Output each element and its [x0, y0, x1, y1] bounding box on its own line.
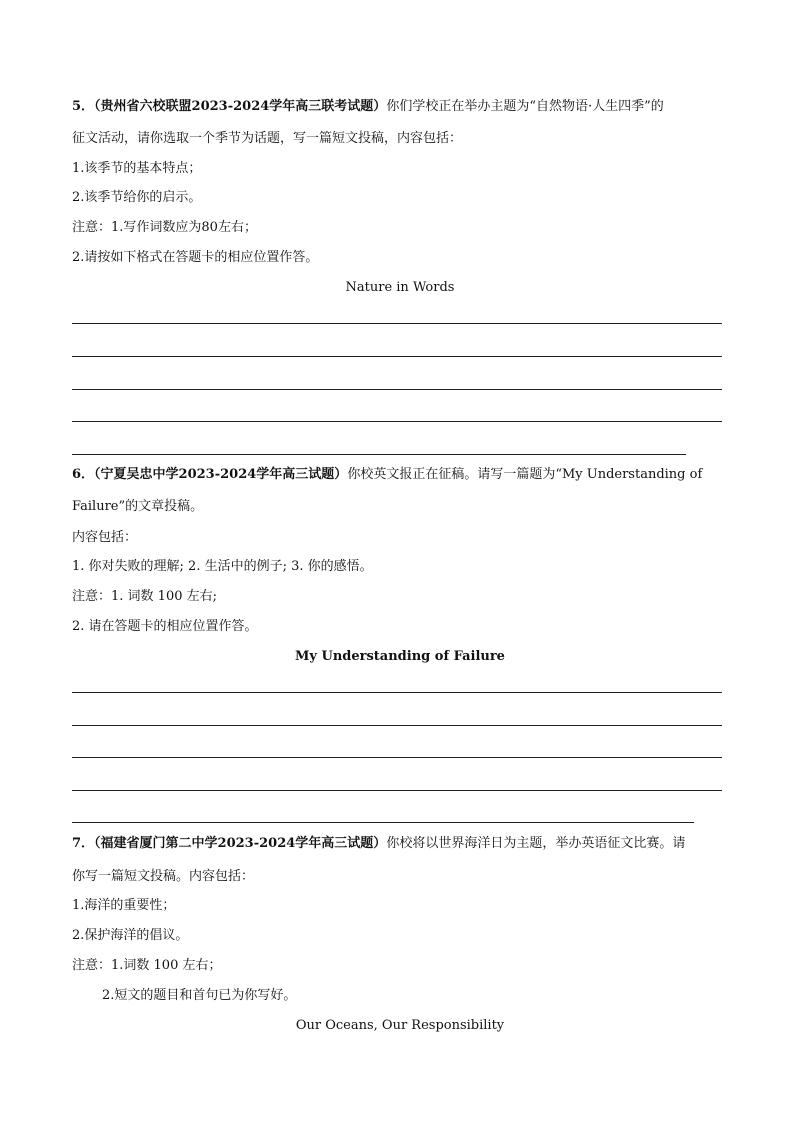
q5-essay-title: Nature in Words	[345, 280, 455, 295]
q7-number: 7．	[72, 836, 95, 851]
q5-point-2: 2.该季节给你的启示。	[72, 190, 202, 205]
q6-header	[72, 466, 702, 484]
q5-answer-line-5[interactable]	[72, 454, 686, 455]
q5-answer-line-3[interactable]	[72, 389, 722, 390]
q5-source: （贵州省六校联盟2023-2024学年高三联考试题）	[94, 99, 387, 114]
q7-note-2: 2.短文的题目和首句已为你写好。	[102, 988, 297, 1003]
q6-note-2: 2. 请在答题卡的相应位置作答。	[72, 619, 258, 634]
q6-answer-line-3[interactable]	[72, 757, 722, 758]
q6-answer-line-4[interactable]	[72, 790, 722, 791]
q5-header	[72, 98, 664, 116]
q5-note-2: 2.请按如下格式在答题卡的相应位置作答。	[72, 250, 319, 265]
q7-header	[72, 835, 685, 853]
q5-number: 5．	[72, 99, 95, 114]
q7-source: （福建省厦门第二中学2023-2024学年高三试题）	[94, 836, 387, 851]
q6-note-1: 注意：1. 词数 100 左右;	[72, 589, 217, 604]
q5-answer-line-4[interactable]	[72, 421, 722, 422]
q5-note-1: 注意：1.写作词数应为80左右；	[72, 220, 257, 235]
q5-answer-line-1[interactable]	[72, 323, 722, 324]
q6-source: （宁夏吴忠中学2023-2024学年高三试题）	[94, 467, 348, 482]
q6-prompt-line2: Failure”的文章投稿。	[72, 499, 204, 514]
q6-answer-line-2[interactable]	[72, 725, 722, 726]
q6-number: 6．	[72, 467, 95, 482]
q5-answer-line-2[interactable]	[72, 356, 722, 357]
q6-content-label: 内容包括：	[72, 530, 138, 545]
q7-prompt-line1: 你校将以世界海洋日为主题，举办英语征文比赛。请	[386, 836, 686, 851]
q6-answer-line-5[interactable]	[72, 822, 694, 823]
q7-note-1: 注意：1.词数 100 左右；	[72, 958, 222, 973]
q5-point-1: 1.该季节的基本特点；	[72, 161, 202, 176]
q7-prompt-line2: 你写一篇短文投稿。内容包括：	[72, 869, 255, 884]
q6-essay-title: My Understanding of Failure	[295, 649, 505, 664]
q7-point-2: 2.保护海洋的倡议。	[72, 928, 189, 943]
q7-point-1: 1.海洋的重要性；	[72, 898, 176, 913]
q7-essay-title: Our Oceans, Our Responsibility	[295, 1018, 505, 1033]
q6-answer-line-1[interactable]	[72, 692, 722, 693]
q5-prompt-line2: 征文活动，请你选取一个季节为话题，写一篇短文投稿，内容包括：	[72, 131, 463, 146]
q6-point-1: 1. 你对失败的理解; 2. 生活中的例子; 3. 你的感悟。	[72, 559, 373, 574]
q6-prompt-line1: 你校英文报正在征稿。请写一篇题为“My Understanding of	[347, 467, 703, 482]
q5-prompt-line1: 你们学校正在举办主题为“自然物语·人生四季”的	[386, 99, 664, 114]
